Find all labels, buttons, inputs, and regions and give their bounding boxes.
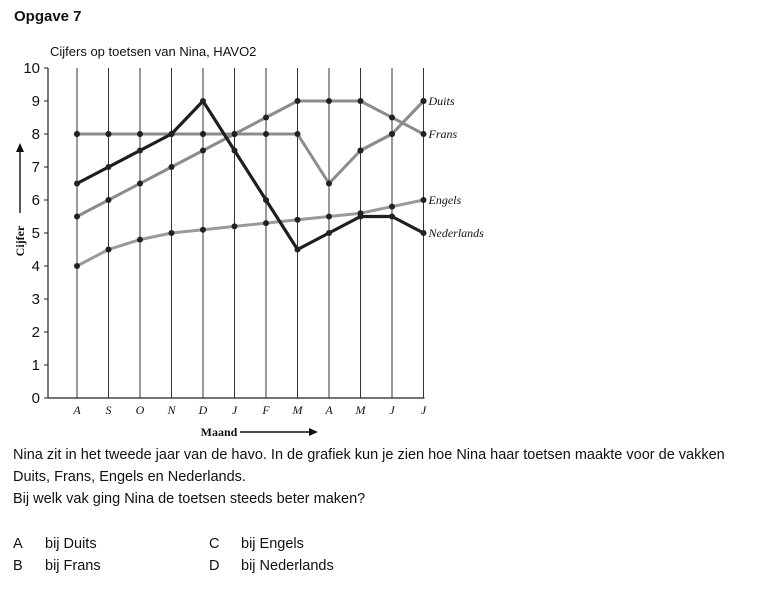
y-tick-label: 3	[31, 291, 40, 308]
x-tick-label: D	[198, 403, 208, 417]
data-point	[421, 98, 427, 104]
series-line-engels	[77, 200, 424, 266]
data-point	[326, 181, 332, 187]
data-point	[389, 204, 395, 210]
answer-text: bij Frans	[45, 558, 101, 574]
x-tick-label: M	[292, 403, 303, 417]
data-point	[358, 98, 364, 104]
answer-letter: A	[13, 536, 23, 552]
data-point	[169, 164, 175, 170]
series-line-segment	[77, 101, 424, 184]
y-tick-label: 10	[23, 60, 40, 77]
exercise-heading: Opgave 7	[14, 8, 82, 25]
series-label-nederlands: Nederlands	[428, 226, 484, 240]
x-tick-label: J	[231, 403, 238, 417]
data-point	[137, 237, 143, 243]
answer-option-b[interactable]	[13, 555, 101, 577]
series-line-duits	[77, 134, 235, 217]
data-point	[74, 263, 80, 269]
data-point	[74, 214, 80, 220]
data-point	[421, 230, 427, 236]
data-point	[421, 197, 427, 203]
data-point	[200, 227, 206, 233]
data-point	[137, 181, 143, 187]
x-tick-label: N	[167, 403, 176, 417]
data-point	[358, 148, 364, 154]
data-point	[263, 115, 269, 121]
answer-option-d[interactable]	[209, 555, 334, 577]
y-axis-title: Cijfer	[13, 225, 27, 257]
data-point	[106, 197, 112, 203]
y-tick-label: 0	[31, 390, 40, 407]
x-tick-label: J	[420, 403, 427, 417]
y-axis-arrow-head	[16, 143, 24, 152]
x-axis-title: Maand	[200, 425, 238, 439]
data-point	[421, 131, 427, 137]
y-tick-label: 2	[31, 324, 40, 341]
x-tick-label: F	[262, 403, 270, 417]
series-line-nederlands	[77, 101, 424, 250]
data-point	[137, 148, 143, 154]
x-axis-arrow-head	[309, 428, 318, 436]
data-point	[232, 131, 238, 137]
data-point	[295, 98, 301, 104]
data-point	[263, 131, 269, 137]
x-tick-label: J	[389, 403, 395, 417]
data-point	[326, 214, 332, 220]
x-tick-label: M	[355, 403, 366, 417]
data-point	[137, 131, 143, 137]
y-tick-label: 6	[31, 192, 40, 209]
series-line-frans	[77, 101, 424, 134]
y-tick-label: 9	[31, 93, 40, 110]
data-point	[263, 197, 269, 203]
data-point	[389, 214, 395, 220]
data-point	[326, 230, 332, 236]
answer-option-a[interactable]	[13, 533, 97, 555]
data-point	[74, 181, 80, 187]
data-point	[200, 148, 206, 154]
data-point	[106, 131, 112, 137]
series-label-frans: Frans	[428, 127, 458, 141]
data-point	[169, 131, 175, 137]
y-tick-label: 5	[31, 225, 40, 242]
answer-letter: D	[209, 558, 220, 574]
answer-text: bij Nederlands	[241, 558, 334, 574]
data-point	[358, 214, 364, 220]
data-point	[295, 131, 301, 137]
question-context: Nina zit in het tweede jaar van de havo. In de grafiek kun je zien hoe Nina haar toetsen maakte voor de vakken Duits, Frans, Engels en Nederlands.	[13, 447, 725, 485]
data-point	[326, 98, 332, 104]
data-point	[74, 131, 80, 137]
y-tick-label: 1	[31, 357, 40, 374]
data-point	[106, 164, 112, 170]
answer-text: bij Duits	[45, 536, 97, 552]
x-tick-label: O	[135, 403, 145, 417]
y-tick-label: 7	[31, 159, 40, 176]
data-point	[295, 247, 301, 253]
data-point	[200, 98, 206, 104]
question-prompt: Bij welk vak ging Nina de toetsen steeds beter maken?	[13, 491, 366, 507]
answer-option-c[interactable]	[209, 533, 304, 555]
data-point	[389, 115, 395, 121]
answer-letter: C	[209, 536, 220, 552]
data-point	[169, 230, 175, 236]
x-tick-label: A	[325, 403, 333, 417]
data-point	[232, 223, 238, 229]
data-point	[200, 131, 206, 137]
x-tick-label: S	[105, 403, 112, 417]
series-label-duits: Duits	[428, 94, 455, 108]
data-point	[263, 220, 269, 226]
data-point	[232, 148, 238, 154]
x-tick-label: A	[73, 403, 81, 417]
data-point	[295, 217, 301, 223]
data-point	[389, 131, 395, 137]
y-tick-label: 8	[31, 126, 40, 143]
y-tick-label: 4	[31, 258, 40, 275]
series-label-engels: Engels	[428, 193, 462, 207]
answer-letter: B	[13, 558, 23, 574]
answer-text: bij Engels	[241, 536, 304, 552]
chart-title: Cijfers op toetsen van Nina, HAVO2	[50, 44, 257, 59]
question-block	[13, 444, 748, 510]
data-point	[106, 247, 112, 253]
